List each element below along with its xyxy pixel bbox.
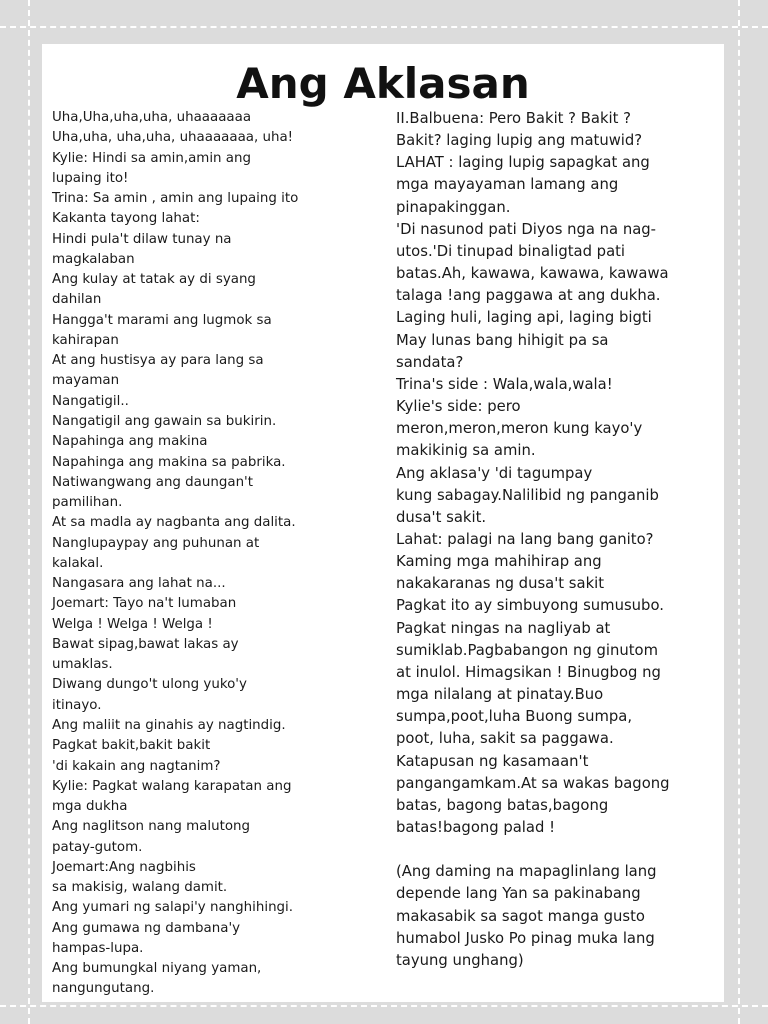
text-line: Katapusan ng kasamaan't — [396, 752, 589, 770]
text-line: itinayo. — [52, 697, 102, 713]
text-line: pangangamkam.At sa wakas bagong — [396, 774, 670, 792]
text-line: sa makisig, walang damit. — [52, 880, 228, 896]
text-line: dusa't sakit. — [396, 508, 487, 526]
text-line: Natiwangwang ang daungan't — [52, 474, 253, 490]
text-line: At sa madla ay nagbanta ang dalita. — [52, 515, 296, 531]
text-line: sumiklab.Pagbabangon ng ginutom — [396, 641, 659, 659]
text-line: Nangatigil.. — [52, 393, 129, 409]
text-line: batas.Ah, kawawa, kawawa, kawawa — [396, 265, 669, 283]
text-line: hampas-lupa. — [52, 940, 144, 956]
text-line: depende lang Yan sa pakinabang — [396, 885, 641, 903]
text-line: Uha,uha, uha,uha, uhaaaaaaa, uha! — [52, 130, 294, 146]
text-line: Kakanta tayong lahat: — [52, 211, 200, 227]
text-line: Ang bumungkal niyang yaman, — [52, 961, 262, 977]
text-line: Ang maliit na ginahis ay nagtindig. — [52, 717, 286, 733]
text-line: makasabik sa sagot manga gusto — [396, 907, 645, 925]
text-line: utos.'Di tinupad binaligtad pati — [396, 242, 626, 260]
text-line: Trina's side : Wala,wala,wala! — [396, 375, 613, 393]
text-line: Ang gumawa ng dambana'y — [52, 920, 241, 936]
text-line: batas, bagong batas,bagong — [396, 796, 609, 814]
left-text-column — [52, 108, 384, 1000]
text-line: Ang naglitson nang malutong — [52, 819, 251, 835]
text-line: Joemart:Ang nagbihis — [52, 859, 196, 875]
text-line: mga mayayaman lamang ang — [396, 176, 619, 194]
text-line: Nangasara ang lahat na... — [52, 576, 226, 592]
page-title: Ang Aklasan — [236, 59, 530, 108]
text-line: Nanglupaypay ang puhunan at — [52, 535, 260, 551]
text-line: pamilihan. — [52, 495, 123, 511]
text-line: magkalaban — [52, 251, 135, 267]
text-line: Lahat: palagi na lang bang ganito? — [396, 530, 654, 548]
document-page — [42, 44, 724, 1002]
dashed-border-left — [28, 0, 30, 1024]
text-line: Napahinga ang makina sa pabrika. — [52, 454, 286, 470]
text-line: mga nilalang at pinatay.Buo — [396, 686, 604, 704]
text-line: nakakaranas ng dusa't sakit — [396, 575, 605, 593]
right-text-column — [396, 108, 720, 972]
text-line: batas!bagong palad ! — [396, 819, 556, 836]
text-line: Ang kulay at tatak ay di syang — [52, 272, 256, 288]
text-line: Trina: Sa amin , amin ang lupaing ito — [52, 191, 299, 207]
text-line: Laging huli, laging api, laging bigti — [396, 309, 652, 327]
text-line: May lunas bang hihigit pa sa — [396, 331, 609, 349]
text-line: lupaing ito! — [52, 170, 129, 186]
text-line: Kylie: Pagkat walang karapatan ang — [52, 778, 292, 794]
text-line: Uha,Uha,uha,uha, uhaaaaaaa — [52, 110, 252, 125]
right-text-block-main — [396, 108, 720, 839]
text-line: tayung unghang) — [396, 951, 524, 969]
text-line: umaklas. — [52, 657, 113, 673]
text-line: LAHAT : laging lupig sapagkat ang — [396, 154, 650, 172]
text-line: Pagkat bakit,bakit bakit — [52, 738, 211, 754]
text-line: Napahinga ang makina — [52, 434, 208, 450]
text-line: Nangatigil ang gawain sa bukirin. — [52, 413, 277, 429]
text-line: Joemart: Tayo na't lumaban — [52, 596, 237, 612]
dashed-border-top — [0, 26, 768, 28]
text-line: at inulol. Himagsikan ! Binugbog ng — [396, 663, 661, 681]
text-line: Pagkat ito ay simbuyong sumusubo. — [396, 597, 664, 615]
text-line: Diwang dungo't ulong yuko'y — [52, 677, 247, 693]
text-line: patay-gutom. — [52, 839, 143, 855]
text-line: kung sabagay.Nalilibid ng panganib — [396, 486, 659, 504]
right-text-block-note — [396, 861, 720, 972]
text-line: Kaming mga mahihirap ang — [396, 553, 602, 571]
text-line: sumpa,poot,luha Buong sumpa, — [396, 708, 633, 726]
text-line: Kylie: Hindi sa amin,amin ang — [52, 150, 251, 166]
text-line: poot, luha, sakit sa paggawa. — [396, 730, 614, 748]
text-line: sandata? — [396, 353, 464, 371]
text-line: II.Balbuena: Pero Bakit ? Bakit ? — [396, 110, 632, 127]
text-line: 'Di nasunod pati Diyos nga na nag- — [396, 220, 657, 238]
text-line: Ang aklasa'y 'di tagumpay — [396, 464, 593, 482]
text-line: At ang hustisya ay para lang sa — [52, 353, 264, 369]
text-line: Hindi pula't dilaw tunay na — [52, 231, 232, 247]
text-line: Bakit? laging lupig ang matuwid? — [396, 132, 643, 150]
text-line: Ang yumari ng salapi'y nanghihingi. — [52, 900, 294, 916]
text-line: Kylie's side: pero — [396, 398, 521, 416]
text-line: Bawat sipag,bawat lakas ay — [52, 636, 239, 652]
text-line: mga dukha — [52, 799, 128, 815]
text-line: mayaman — [52, 373, 120, 389]
paragraph-gap — [396, 839, 720, 861]
text-line: Pagkat ningas na nagliyab at — [396, 619, 611, 637]
dashed-border-right — [738, 0, 740, 1024]
text-line: meron,meron,meron kung kayo'y — [396, 420, 643, 438]
text-line: 'di kakain ang nagtanim? — [52, 758, 221, 774]
text-line: dahilan — [52, 292, 102, 308]
text-line: pinapakinggan. — [396, 198, 511, 216]
text-line: nangungutang. — [52, 981, 155, 997]
dashed-border-bottom — [0, 1005, 768, 1007]
text-line: kahirapan — [52, 332, 119, 348]
text-line: talaga !ang paggawa at ang dukha. — [396, 287, 661, 305]
text-line: Hangga't marami ang lugmok sa — [52, 312, 272, 328]
text-line: (Ang daming na mapaglinlang lang — [396, 863, 657, 881]
text-line: kalakal. — [52, 555, 104, 571]
text-line: makikinig sa amin. — [396, 442, 536, 460]
text-line: humabol Jusko Po pinag muka lang — [396, 929, 655, 947]
text-line: Welga ! Welga ! Welga ! — [52, 616, 213, 632]
